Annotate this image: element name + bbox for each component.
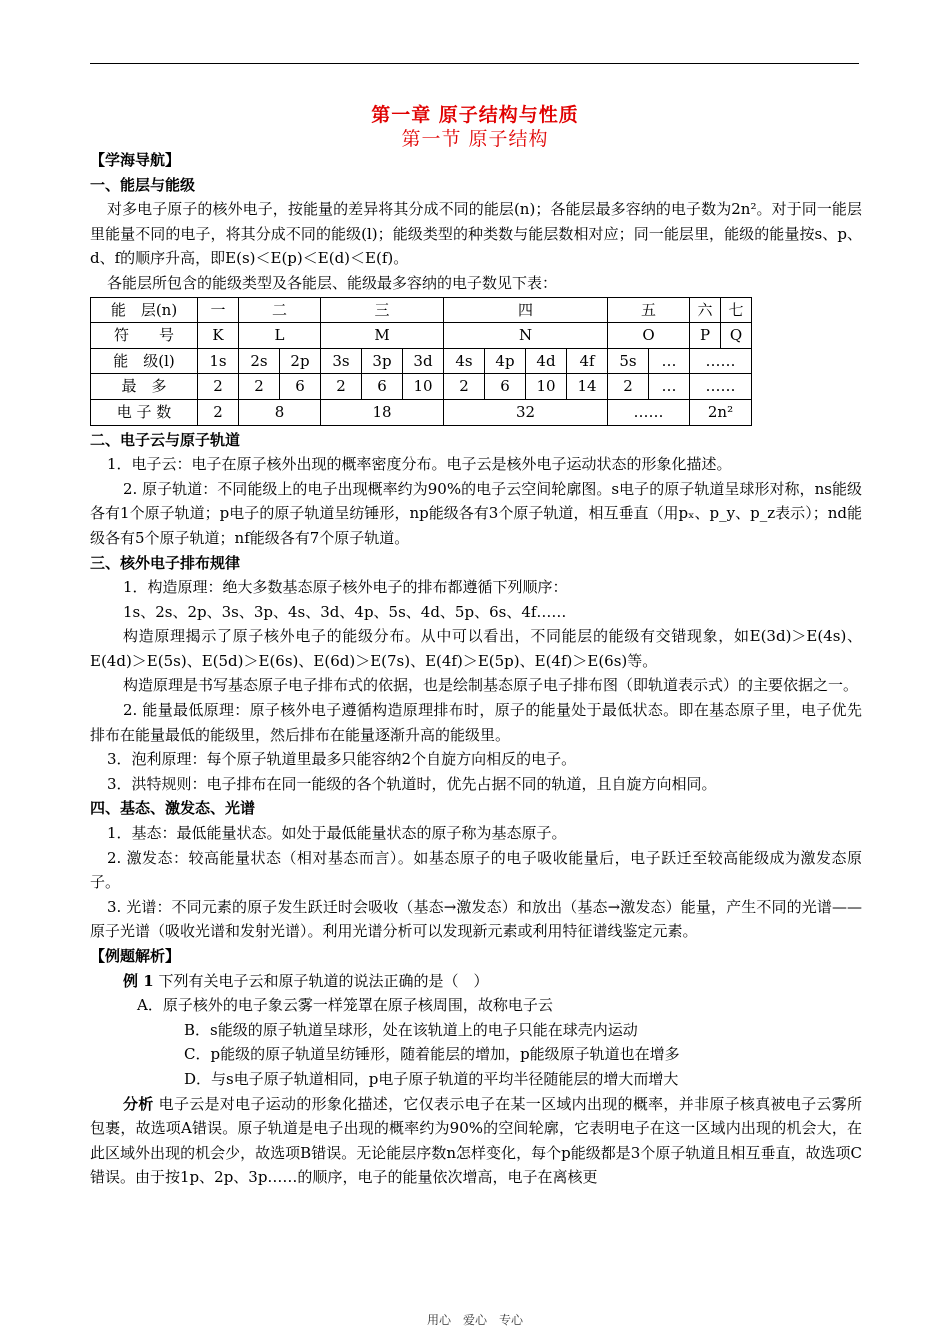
table-cell: 三 [321,297,444,323]
table-cell: 18 [321,399,444,425]
table-cell: M [321,323,444,349]
table-cell: 七 [721,297,752,323]
analysis-label: 分析 [123,1094,154,1113]
paragraph: 1s、2s、2p、3s、3p、4s、3d、4p、5s、4d、5p、6s、4f…… [123,602,567,621]
table-cell: 4d [526,348,567,374]
paragraph: 2. 激发态：较高能量状态（相对基态而言）。如基态原子的电子吸收能量后，电子跃迁至较高能级成为激发态原子。 [90,848,862,892]
section-title: 第一节 原子结构 [401,128,549,150]
table-cell: … [649,374,690,400]
table-cell: K [198,323,239,349]
option-d: D．与s电子原子轨道相同，p电子原子轨道的平均半径随能层的增大而增大 [184,1069,679,1088]
table-cell: 5s [608,348,649,374]
example-label: 例 1 [123,971,154,990]
question-text: 下列有关电子云和原子轨道的说法正确的是（ ） [158,971,489,990]
table-cell: …… [608,399,690,425]
option-b: B．s能级的原子轨道呈球形，处在该轨道上的电子只能在球壳内运动 [184,1020,638,1039]
table-cell: 4s [444,348,485,374]
table-cell: 6 [362,374,403,400]
example-question [90,969,862,994]
table-cell: 32 [444,399,608,425]
table-cell: N [444,323,608,349]
table-cell: 二 [239,297,321,323]
table-cell: P [690,323,721,349]
table-cell: 2 [198,399,239,425]
row-header: 电 子 数 [91,399,198,425]
paragraph: 2. 能量最低原理：原子核外电子遵循构造原理排布时，原子的能量处于最低状态。即在基态原子里，电子优先排布在能量最低的能级里，然后排布在能量逐渐升高的能级里。 [90,701,862,744]
table-cell: 四 [444,297,608,323]
table-cell: 8 [239,399,321,425]
table-cell: 4p [485,348,526,374]
table-cell: 五 [608,297,690,323]
table-cell: 6 [280,374,321,400]
table-cell: 2s [239,348,280,374]
heading-energy-levels: 一、能层与能级 [90,175,196,194]
table-cell: 2 [444,374,485,400]
table-row [91,323,752,349]
heading-ground-excited: 四、基态、激发态、光谱 [90,799,256,818]
paragraph: 1．电子云：电子在原子核外出现的概率密度分布。电子云是核外电子运动状态的形象化描述。 [107,455,732,474]
paragraph: 构造原理是书写基态原子电子排布式的依据，也是绘制基态原子电子排布图（即轨道表示式）的主要依据之一。 [123,676,859,695]
table-cell: …… [690,374,752,400]
table-cell: 2 [608,374,649,400]
table-cell: 3d [403,348,444,374]
document-body [90,148,862,1190]
paragraph: 1．构造原理：绝大多数基态原子核外电子的排布都遵循下列顺序： [123,578,568,597]
table-cell: 4f [567,348,608,374]
row-header: 能 级(l) [91,348,198,374]
option-c: C．p能级的原子轨道呈纺锤形，随着能层的增加，p能级原子轨道也在增多 [184,1045,680,1064]
option-a: A．原子核外的电子象云雾一样笼罩在原子核周围，故称电子云 [137,996,553,1015]
table-cell: 3p [362,348,403,374]
heading-electron-cloud: 二、电子云与原子轨道 [90,430,241,449]
table-cell: 2 [198,374,239,400]
table-cell: 六 [690,297,721,323]
table-cell: 一 [198,297,239,323]
analysis [90,1092,862,1190]
table-cell: 10 [526,374,567,400]
table-cell: O [608,323,690,349]
example-heading: 【例题解析】 [90,947,181,965]
paragraph: 2. 原子轨道：不同能级上的电子出现概率约为90%的电子云空间轮廓图。s电子的原子轨道呈球形对称，ns能级各有1个原子轨道；p电子的原子轨道呈纺锤形，np能级各有3个原子轨道，相互垂直（用pₓ、p_y、p_z表示）；nd能级各有5个原子轨道；nf能级各有7个原子轨道。 [90,479,862,547]
table-row [91,374,752,400]
heading-electron-config: 三、核外电子排布规律 [90,553,241,572]
table-cell: Q [721,323,752,349]
row-header: 符 号 [91,323,198,349]
row-header: 最 多 [91,374,198,400]
table-cell: L [239,323,321,349]
paragraph: 1．基态：最低能量状态。如处于最低能量状态的原子称为基态原子。 [107,824,567,843]
table-cell: 2 [321,374,362,400]
analysis-text: 电子云是对电子运动的形象化描述，它仅表示电子在某一区域内出现的概率，并非原子核真被电子云雾所包裹，故选项A错误。原子轨道是电子出现的概率约为90%的空间轮廓，它表明电子在这一区域内出现的机会大，在此区域外出现的机会少，故选项B错误。无论能层序数n怎样变化，每个p能级都是3个原子轨道且相互垂直，故选项C错误。由于按1p、2p、3p……的顺序，电子的能量依次增高，电子在离核更 [90,1094,862,1187]
paragraph: 构造原理揭示了原子核外电子的能级分布。从中可以看出，不同能层的能级有交错现象，如E(3d)＞E(4s)、E(4d)＞E(5s)、E(5d)＞E(6s)、E(6d)＞E(7s)、E(4f)＞E(5p)、E(4f)＞E(6s)等。 [90,627,862,670]
row-header: 能 层(n) [91,297,198,323]
table-cell: 14 [567,374,608,400]
table-cell: 1s [198,348,239,374]
table-cell: 3s [321,348,362,374]
table-cell: 2 [239,374,280,400]
table-row [91,399,752,425]
chapter-title: 第一章 原子结构与性质 [371,104,579,126]
paragraph: 3. 光谱：不同元素的原子发生跃迁时会吸收（基态→激发态）和放出（基态→激发态）能量，产生不同的光谱——原子光谱（吸收光谱和发射光谱）。利用光谱分析可以发现新元素或利用特征谱线鉴定元素。 [90,897,862,941]
energy-level-table [90,297,752,426]
paragraph: 3．洪特规则：电子排布在同一能级的各个轨道时，优先占据不同的轨道，且自旋方向相同。 [107,774,717,793]
table-cell: …… [690,348,752,374]
table-cell: 10 [403,374,444,400]
page-footer: 用心 爱心 专心 [426,1313,523,1327]
table-cell: 2n² [690,399,752,425]
paragraph: 对多电子原子的核外电子，按能量的差异将其分成不同的能层(n)；各能层最多容纳的电子数为2n²。对于同一能层里能量不同的电子，将其分成不同的能级(l)；能级类型的种类数与能层数相对应；同一能层里，能级的能量按s、p、d、f的顺序升高，即E(s)＜E(p)＜E(d)＜E(f)。 [90,200,862,268]
table-cell: … [649,348,690,374]
paragraph: 各能层所包含的能级类型及各能层、能级最多容纳的电子数见下表： [107,273,558,292]
table-cell: 2p [280,348,321,374]
nav-heading: 【学海导航】 [90,151,181,169]
table-row [91,348,752,374]
table-row [91,297,752,323]
paragraph: 3．泡利原理：每个原子轨道里最多只能容纳2个自旋方向相反的电子。 [107,750,577,769]
table-cell: 6 [485,374,526,400]
header-rule [90,63,859,64]
